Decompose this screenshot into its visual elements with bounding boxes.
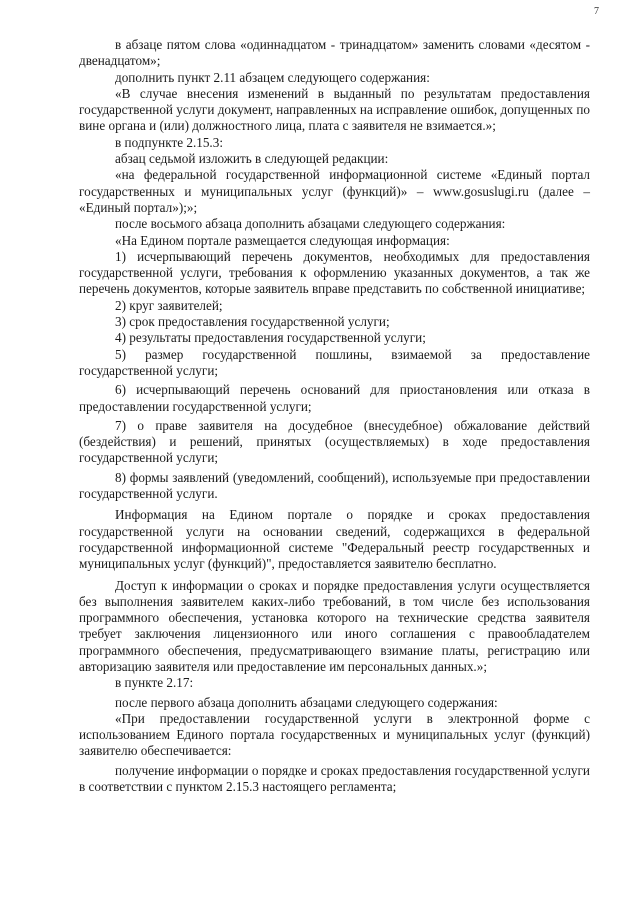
list-item-8: 8) формы заявлений (уведомлений, сообщений), используемые при предоставлении государственной услуги.	[79, 469, 590, 502]
page-number: 7	[594, 6, 599, 17]
paragraph-3: «В случае внесения изменений в выданный по результатам предоставления государственной услуги документ, направленных на исправление ошибок, допущенных по вине органа и (или) должностного лица, плата с заявителя не взимается.»;	[79, 85, 590, 134]
list-item-5: 5) размер государственной пошлины, взимаемой за предоставление государственной услуги;	[79, 346, 590, 378]
list-item-3: 3) срок предоставления государственной услуги;	[115, 314, 390, 330]
paragraph-point-2-17: в пункте 2.17:	[115, 675, 194, 691]
list-item-1: 1) исчерпывающий перечень документов, необходимых для предоставления государственной услуги, требования к оформлению указанных документов, а так же перечень документов, которые заявитель вправе представить по собственной инициативе;	[79, 248, 590, 297]
paragraph-1: в абзаце пятом слова «одиннадцатом - тринадцатом» заменить словами «десятом - двенадцатом»;	[79, 37, 590, 69]
document-body	[79, 37, 590, 795]
paragraph-electronic-form: «При предоставлении государственной услуги в электронной форме с использованием Единого портала государственных и муниципальных услуг (функций) заявителю обеспечивается:	[79, 710, 590, 759]
paragraph-access: Доступ к информации о сроках и порядке предоставления услуги осуществляется без выполнения заявителем каких-либо требований, в том числе без использования программного обеспечения, установка которого на технические средства заявителя требует заключения лицензионного или иного соглашения с правообладателем программного обеспечения, предусматривающего взимание платы, регистрацию или авторизацию заявителя или предоставление им персональных данных.»;	[79, 577, 590, 674]
paragraph-6: «на федеральной государственной информационной системе «Единый портал государственных и муниципальных услуг (функций)» – www.gosuslugi.ru (далее – «Единый портал»);»;	[79, 167, 590, 215]
paragraph-after-first: после первого абзаца дополнить абзацами следующего содержания:	[115, 694, 498, 710]
paragraph-5: абзац седьмой изложить в следующей редакции:	[115, 151, 389, 167]
list-item-4: 4) результаты предоставления государственной услуги;	[115, 330, 426, 346]
paragraph-info-free: Информация на Едином портале о порядке и сроках предоставления государственной услуги на основании сведений, содержащихся в федеральной государственной информационной системе "Федеральный реестр государственных и муниципальных услуг (функций)", предоставляется заявителю бесплатно.	[79, 507, 590, 572]
paragraph-2: дополнить пункт 2.11 абзацем следующего содержания:	[115, 69, 430, 85]
list-item-7: 7) о праве заявителя на досудебное (внесудебное) обжалование действий (бездействия) и решений, принятых (осуществляемых) в ходе предоставления государственной услуги;	[79, 417, 590, 466]
list-item-6: 6) исчерпывающий перечень оснований для приостановления или отказа в предоставлении государственной услуги;	[79, 382, 590, 414]
list-item-2: 2) круг заявителей;	[115, 297, 223, 313]
paragraph-7: после восьмого абзаца дополнить абзацами следующего содержания:	[115, 216, 506, 232]
paragraph-4: в подпункте 2.15.3:	[115, 134, 223, 150]
paragraph-8: «На Едином портале размещается следующая информация:	[115, 232, 450, 248]
paragraph-info-receipt: получение информации о порядке и сроках предоставления государственной услуги в соответствии с пунктом 2.15.3 настоящего регламента;	[79, 762, 590, 795]
